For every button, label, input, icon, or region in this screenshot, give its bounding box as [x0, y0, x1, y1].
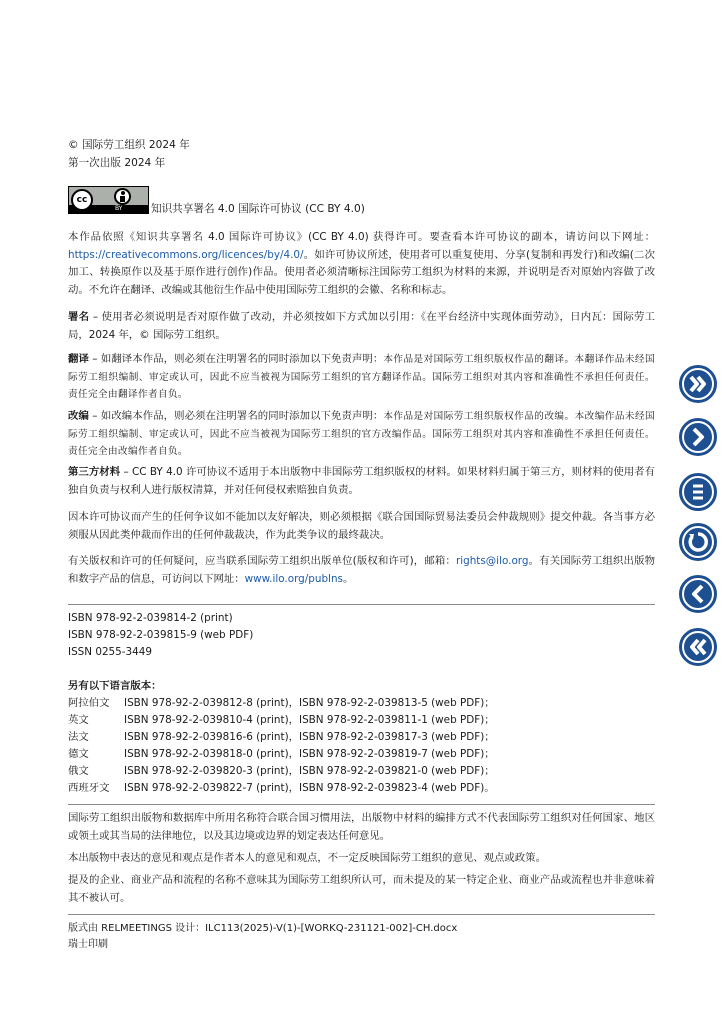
next-icon: [681, 420, 715, 454]
copyright-line: © 国际劳工组织 2024 年: [68, 139, 190, 151]
format-line: 版式由 RELMEETINGS 设计：ILC113(2025)-V(1)-[WORKQ-231121-002]-CH.docx: [68, 923, 458, 934]
previous-page-button[interactable]: [679, 575, 717, 613]
language-row: [68, 712, 495, 729]
language-row: [68, 695, 495, 712]
attribution-label: 署名: [68, 311, 90, 323]
translation-disclaimer: 本作品是对国际劳工组织版权作品的翻译。本翻译作品未经国际劳工组织编制、审定或认可，因此不应当被视为国际劳工组织的官方翻译作品。国际劳工组织对其内容和准确性不承担任何责任。责任完全由翻译作者自负。: [68, 354, 655, 400]
translation-paragraph: [68, 351, 655, 404]
adaptation-disclaimer-lead: 本作品是对国际劳工组织版权作品的改编。: [383, 411, 575, 422]
adaptation-disclaimer: 本改编作品未经国际劳工组织编制、审定或认可，因此不应当被视为国际劳工组织的官方改编作品。国际劳工组织对其内容和准确性不承担任何责任。责任完全由改编作者自负。: [68, 411, 656, 457]
license-text-1: 本作品依照《知识共享署名 4.0 国际许可协议》(CC BY 4.0) 获得许可。要查看本许可协议的副本，请访问以下网址：: [68, 231, 655, 243]
license-label: 知识共享署名 4.0 国际许可协议 (CC BY 4.0): [151, 203, 365, 215]
contact-text-end: 。: [342, 572, 354, 585]
language-row: [68, 746, 495, 763]
third-party-label: 第三方材料: [68, 466, 121, 478]
attribution-paragraph: [68, 309, 655, 344]
fast-rewind-icon: [681, 630, 715, 664]
language-row: [68, 780, 495, 797]
back-icon: [681, 525, 715, 559]
contents-button[interactable]: [679, 473, 717, 511]
third-party-paragraph: [68, 464, 655, 499]
translation-text: – 如翻译本作品，则必须在注明署名的同时添加以下免责声明：: [88, 353, 384, 365]
language-isbn: ISBN 978-92-2-039818-0 (print)，ISBN 978-92-2-039819-7 (web PDF)；: [124, 748, 495, 760]
rights-email-link[interactable]: rights@ilo.org: [455, 555, 529, 567]
fast-forward-button[interactable]: [679, 365, 717, 403]
cc-by-license-badge[interactable]: [68, 186, 149, 214]
issn: ISSN 0255-3449: [68, 646, 152, 658]
cc-icon: cc: [71, 189, 93, 211]
printed-line: 瑞士印刷: [68, 939, 108, 950]
by-label: BY: [115, 205, 123, 212]
language-isbn: ISBN 978-92-2-039820-3 (print)，ISBN 978-92-2-039821-0 (web PDF)；: [124, 765, 495, 777]
language-name: 英文: [68, 714, 89, 726]
language-isbn: ISBN 978-92-2-039810-4 (print)，ISBN 978-92-2-039811-1 (web PDF)；: [124, 714, 495, 726]
language-name: 俄文: [68, 765, 89, 777]
next-page-button[interactable]: [679, 418, 717, 456]
language-row: [68, 763, 495, 780]
license-link[interactable]: https://creativecommons.org/licences/by/4.0/: [68, 248, 304, 261]
license-text-2: 。如许可协议所述，使用者可以重复使用、分享(复制和再发行)和改编(二次加工、转换原作以及基于原作进行创作)作品。使用者必须清晰标注国际劳工组织为材料的来源，并说明是否对原始内容做了改动。不允许在翻译、改编或其他衍生作品中使用国际劳工组织的会徽、名称和标志。: [68, 248, 655, 296]
contact-paragraph: [68, 553, 655, 588]
fast-forward-icon: [681, 367, 715, 401]
divider: [68, 914, 655, 915]
language-isbn: ISBN 978-92-2-039812-8 (print)，ISBN 978-92-2-039813-5 (web PDF)；: [124, 697, 495, 709]
first-edition-line: 第一次出版 2024 年: [68, 157, 166, 169]
adaptation-paragraph: [68, 408, 655, 461]
back-button[interactable]: [679, 523, 717, 561]
attribution-text: – 使用者必须说明是否对原作做了改动，并必须按如下方式加以引用：《在平台经济中实现体面劳动》，日内瓦：国际劳工局，2024 年，© 国际劳工组织。: [68, 311, 656, 341]
menu-icon: [681, 475, 715, 509]
language-name: 德文: [68, 748, 89, 760]
divider: [68, 804, 655, 805]
contact-text-2: 。有关国际劳工组织出版物和数字产品的信息，可访问以下网址：: [68, 555, 656, 585]
disclaimer-designations: 国际劳工组织出版物和数据库中所用名称符合联合国习惯用法，出版物中材料的编排方式不代表国际劳工组织对任何国家、地区或领土或其当局的法律地位，以及其边境或边界的划定表达任何意见。: [68, 812, 655, 842]
third-party-text: – CC BY 4.0 许可协议不适用于本出版物中非国际劳工组织版权的材料。如果材料归属于第三方，则材料的使用者有独自负责与权利人进行版权清算，并对任何侵权索赔独自负责。: [68, 466, 655, 496]
isbn-web: ISBN 978-92-2-039815-9 (web PDF): [68, 629, 254, 641]
dispute-paragraph: 因本许可协议而产生的任何争议如不能加以友好解决，则必须根据《联合国国际贸易法委员会仲裁规则》提交仲裁。各当事方必须服从因此类仲裁而作出的任何仲裁裁决，作为此类争议的最终裁决。: [68, 511, 655, 541]
license-paragraph: [68, 229, 655, 299]
translation-label: 翻译: [68, 353, 89, 365]
previous-icon: [681, 577, 715, 611]
fast-rewind-button[interactable]: [679, 628, 717, 666]
language-name: 阿拉伯文: [68, 697, 110, 709]
publications-link[interactable]: www.ilo.org/publns: [244, 572, 343, 585]
contact-text-1: 有关版权和许可的任何疑问，应当联系国际劳工组织出版单位(版权和许可)，邮箱：: [68, 555, 456, 567]
language-name: 法文: [68, 731, 89, 743]
languages-heading: 另有以下语言版本：: [68, 680, 162, 692]
language-name: 西班牙文: [68, 782, 110, 794]
adaptation-label: 改编: [68, 410, 89, 422]
isbn-print: ISBN 978-92-2-039814-2 (print): [68, 612, 233, 624]
adaptation-text: – 如改编本作品，则必须在注明署名的同时添加以下免责声明：: [88, 410, 384, 422]
language-isbn: ISBN 978-92-2-039816-6 (print)，ISBN 978-92-2-039817-3 (web PDF)；: [124, 731, 495, 743]
person-icon: [114, 188, 131, 205]
disclaimer-opinions: 本出版物中表达的意见和观点是作者本人的意见和观点，不一定反映国际劳工组织的意见、观点或政策。: [68, 852, 546, 864]
disclaimer-products: 提及的企业、商业产品和流程的名称不意味其为国际劳工组织所认可，而未提及的某一特定企业、商业产品或流程也并非意味着其不被认可。: [68, 874, 655, 904]
language-isbn: ISBN 978-92-2-039822-7 (print)，ISBN 978-92-2-039823-4 (web PDF)。: [124, 782, 495, 794]
language-row: [68, 729, 495, 746]
divider: [68, 604, 655, 605]
